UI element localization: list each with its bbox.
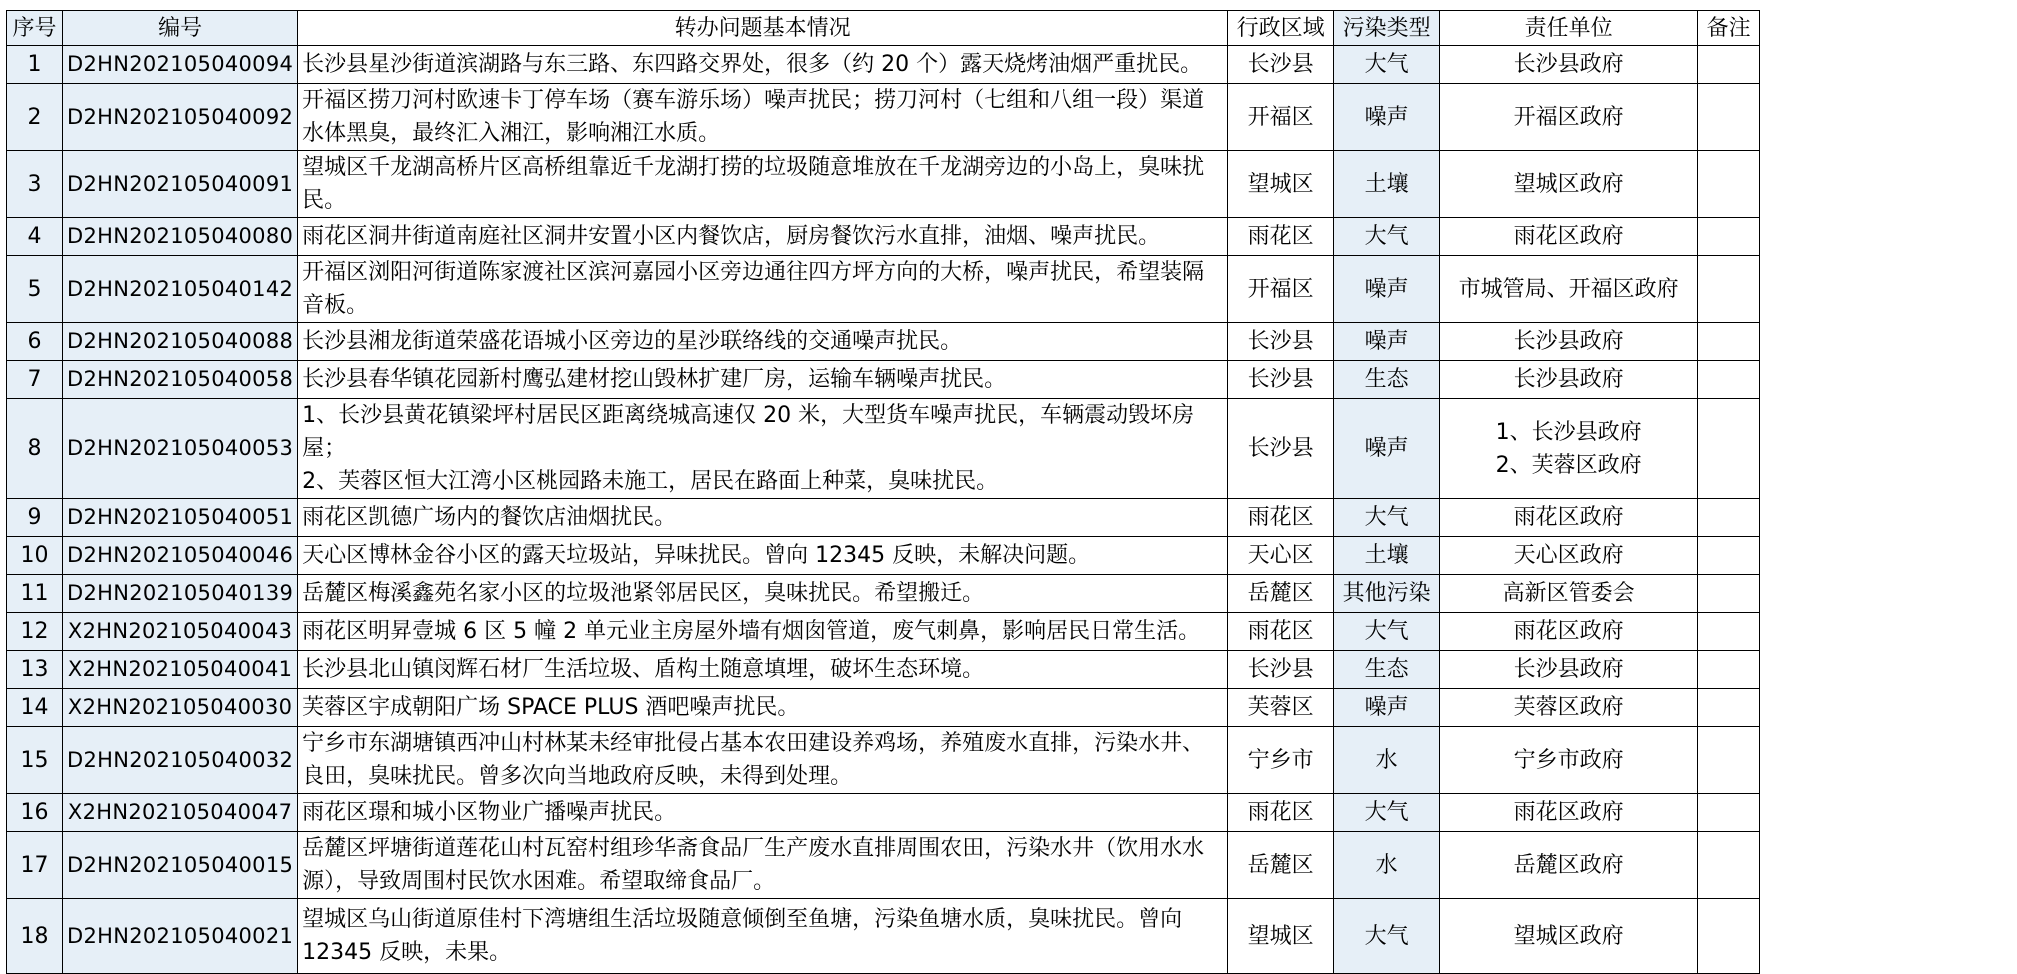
area-cell[interactable]: 雨花区	[1228, 218, 1334, 256]
seq-cell[interactable]: 9	[7, 499, 63, 537]
seq-cell[interactable]: 11	[7, 575, 63, 613]
note-cell[interactable]	[1698, 727, 1760, 794]
table-row	[7, 218, 1760, 256]
area-cell[interactable]: 长沙县	[1228, 46, 1334, 84]
responsible-unit-cell[interactable]: 雨花区政府	[1440, 218, 1698, 256]
seq-cell[interactable]: 7	[7, 361, 63, 399]
code-cell[interactable]: D2HN202105040139	[63, 575, 298, 613]
header-area[interactable]: 行政区域	[1228, 11, 1334, 46]
table-row	[7, 794, 1760, 832]
description-cell[interactable]: 长沙县星沙街道滨湖路与东三路、东四路交界处，很多（约 20 个）露天烧烤油烟严重扰民。	[298, 46, 1228, 84]
seq-cell[interactable]: 12	[7, 613, 63, 651]
description-cell[interactable]: 岳麓区坪塘街道莲花山村瓦窑村组珍华斋食品厂生产废水直排周围农田，污染水井（饮用水水源），导致周围村民饮水困难。希望取缔食品厂。	[298, 832, 1228, 899]
seq-cell[interactable]: 1	[7, 46, 63, 84]
pollution-type-cell[interactable]: 大气	[1334, 899, 1440, 974]
code-cell[interactable]: D2HN202105040032	[63, 727, 298, 794]
responsible-unit-cell[interactable]: 芙蓉区政府	[1440, 689, 1698, 727]
area-cell[interactable]: 岳麓区	[1228, 832, 1334, 899]
description-cell[interactable]: 望城区千龙湖高桥片区高桥组靠近千龙湖打捞的垃圾随意堆放在千龙湖旁边的小岛上，臭味扰民。	[298, 151, 1228, 218]
description-cell[interactable]: 宁乡市东湖塘镇西冲山村林某未经审批侵占基本农田建设养鸡场，养殖废水直排，污染水井、良田，臭味扰民。曾多次向当地政府反映，未得到处理。	[298, 727, 1228, 794]
table-row	[7, 151, 1760, 218]
pollution-type-cell[interactable]: 噪声	[1334, 84, 1440, 151]
code-cell[interactable]: D2HN202105040092	[63, 84, 298, 151]
seq-cell[interactable]: 16	[7, 794, 63, 832]
seq-cell[interactable]: 10	[7, 537, 63, 575]
area-cell[interactable]: 雨花区	[1228, 499, 1334, 537]
area-cell[interactable]: 长沙县	[1228, 399, 1334, 499]
code-cell[interactable]: X2HN202105040041	[63, 651, 298, 689]
description-cell[interactable]: 长沙县湘龙街道荣盛花语城小区旁边的星沙联络线的交通噪声扰民。	[298, 323, 1228, 361]
description-cell[interactable]: 雨花区璟和城小区物业广播噪声扰民。	[298, 794, 1228, 832]
header-seq[interactable]: 序号	[7, 11, 63, 46]
seq-cell[interactable]: 15	[7, 727, 63, 794]
pollution-type-cell[interactable]: 土壤	[1334, 151, 1440, 218]
table-row	[7, 575, 1760, 613]
description-cell[interactable]: 开福区捞刀河村欧速卡丁停车场（赛车游乐场）噪声扰民；捞刀河村（七组和八组一段）渠道水体黑臭，最终汇入湘江，影响湘江水质。	[298, 84, 1228, 151]
pollution-type-cell[interactable]: 大气	[1334, 613, 1440, 651]
pollution-type-cell[interactable]: 大气	[1334, 218, 1440, 256]
responsible-unit-cell[interactable]: 市城管局、开福区政府	[1440, 256, 1698, 323]
seq-cell[interactable]: 8	[7, 399, 63, 499]
note-cell[interactable]	[1698, 651, 1760, 689]
responsible-unit-cell[interactable]: 雨花区政府	[1440, 613, 1698, 651]
area-cell[interactable]: 宁乡市	[1228, 727, 1334, 794]
area-cell[interactable]: 长沙县	[1228, 323, 1334, 361]
area-cell[interactable]: 长沙县	[1228, 361, 1334, 399]
responsible-unit-cell[interactable]: 天心区政府	[1440, 537, 1698, 575]
seq-cell[interactable]: 13	[7, 651, 63, 689]
issue-table	[6, 10, 1760, 974]
table-row	[7, 651, 1760, 689]
table-row	[7, 361, 1760, 399]
note-cell[interactable]	[1698, 46, 1760, 84]
seq-cell[interactable]: 6	[7, 323, 63, 361]
spreadsheet	[6, 10, 1760, 974]
note-cell[interactable]	[1698, 499, 1760, 537]
table-body	[7, 46, 1760, 974]
pollution-type-cell[interactable]: 噪声	[1334, 256, 1440, 323]
code-cell[interactable]: D2HN202105040046	[63, 537, 298, 575]
area-cell[interactable]: 望城区	[1228, 151, 1334, 218]
table-row	[7, 84, 1760, 151]
table-row	[7, 832, 1760, 899]
responsible-unit-cell[interactable]: 雨花区政府	[1440, 499, 1698, 537]
note-cell[interactable]	[1698, 218, 1760, 256]
code-cell[interactable]: D2HN202105040142	[63, 256, 298, 323]
pollution-type-cell[interactable]: 水	[1334, 832, 1440, 899]
pollution-type-cell[interactable]: 生态	[1334, 651, 1440, 689]
area-cell[interactable]: 开福区	[1228, 256, 1334, 323]
responsible-unit-cell[interactable]: 长沙县政府	[1440, 46, 1698, 84]
responsible-unit-cell[interactable]: 开福区政府	[1440, 84, 1698, 151]
seq-cell[interactable]: 17	[7, 832, 63, 899]
description-cell[interactable]: 长沙县春华镇花园新村鹰弘建材挖山毁林扩建厂房，运输车辆噪声扰民。	[298, 361, 1228, 399]
area-cell[interactable]: 长沙县	[1228, 651, 1334, 689]
description-cell[interactable]: 雨花区明昇壹城 6 区 5 幢 2 单元业主房屋外墙有烟囱管道，废气刺鼻，影响居民日常生活。	[298, 613, 1228, 651]
note-cell[interactable]	[1698, 323, 1760, 361]
table-row	[7, 256, 1760, 323]
table-row	[7, 537, 1760, 575]
note-cell[interactable]	[1698, 832, 1760, 899]
seq-cell[interactable]: 4	[7, 218, 63, 256]
pollution-type-cell[interactable]: 大气	[1334, 46, 1440, 84]
note-cell[interactable]	[1698, 794, 1760, 832]
responsible-unit-cell[interactable]: 雨花区政府	[1440, 794, 1698, 832]
note-cell[interactable]	[1698, 151, 1760, 218]
header-code[interactable]: 编号	[63, 11, 298, 46]
pollution-type-cell[interactable]: 其他污染	[1334, 575, 1440, 613]
area-cell[interactable]: 开福区	[1228, 84, 1334, 151]
responsible-unit-cell[interactable]: 岳麓区政府	[1440, 832, 1698, 899]
table-row	[7, 499, 1760, 537]
seq-cell[interactable]: 2	[7, 84, 63, 151]
pollution-type-cell[interactable]: 水	[1334, 727, 1440, 794]
code-cell[interactable]: X2HN202105040043	[63, 613, 298, 651]
area-cell[interactable]: 天心区	[1228, 537, 1334, 575]
code-cell[interactable]: D2HN202105040088	[63, 323, 298, 361]
seq-cell[interactable]: 3	[7, 151, 63, 218]
note-cell[interactable]	[1698, 256, 1760, 323]
pollution-type-cell[interactable]: 噪声	[1334, 399, 1440, 499]
seq-cell[interactable]: 14	[7, 689, 63, 727]
responsible-unit-cell[interactable]: 望城区政府	[1440, 151, 1698, 218]
code-cell[interactable]: D2HN202105040058	[63, 361, 298, 399]
description-cell[interactable]: 芙蓉区宇成朝阳广场 SPACE PLUS 酒吧噪声扰民。	[298, 689, 1228, 727]
responsible-unit-cell[interactable]: 高新区管委会	[1440, 575, 1698, 613]
code-cell[interactable]: X2HN202105040030	[63, 689, 298, 727]
header-pollution-type[interactable]: 污染类型	[1334, 11, 1440, 46]
description-cell[interactable]: 开福区浏阳河街道陈家渡社区滨河嘉园小区旁边通往四方坪方向的大桥，噪声扰民，希望装隔音板。	[298, 256, 1228, 323]
description-cell[interactable]: 1、长沙县黄花镇梁坪村居民区距离绕城高速仅 20 米，大型货车噪声扰民，车辆震动毁坏房屋； 2、芙蓉区恒大江湾小区桃园路未施工，居民在路面上种菜，臭味扰民。	[298, 399, 1228, 499]
area-cell[interactable]: 岳麓区	[1228, 575, 1334, 613]
table-row	[7, 399, 1760, 499]
responsible-unit-cell[interactable]: 长沙县政府	[1440, 361, 1698, 399]
pollution-type-cell[interactable]: 生态	[1334, 361, 1440, 399]
note-cell[interactable]	[1698, 575, 1760, 613]
code-cell[interactable]: D2HN202105040021	[63, 899, 298, 974]
responsible-unit-cell[interactable]: 长沙县政府	[1440, 323, 1698, 361]
table-row	[7, 689, 1760, 727]
table-row	[7, 899, 1760, 974]
area-cell[interactable]: 芙蓉区	[1228, 689, 1334, 727]
description-cell[interactable]: 岳麓区梅溪鑫苑名家小区的垃圾池紧邻居民区，臭味扰民。希望搬迁。	[298, 575, 1228, 613]
pollution-type-cell[interactable]: 噪声	[1334, 323, 1440, 361]
pollution-type-cell[interactable]: 大气	[1334, 794, 1440, 832]
header-note[interactable]: 备注	[1698, 11, 1760, 46]
table-row	[7, 323, 1760, 361]
code-cell[interactable]: D2HN202105040051	[63, 499, 298, 537]
code-cell[interactable]: D2HN202105040080	[63, 218, 298, 256]
header-unit[interactable]: 责任单位	[1440, 11, 1698, 46]
responsible-unit-cell[interactable]: 长沙县政府	[1440, 651, 1698, 689]
responsible-unit-cell[interactable]: 宁乡市政府	[1440, 727, 1698, 794]
note-cell[interactable]	[1698, 537, 1760, 575]
responsible-unit-cell[interactable]: 望城区政府	[1440, 899, 1698, 974]
note-cell[interactable]	[1698, 399, 1760, 499]
description-cell[interactable]: 天心区博林金谷小区的露天垃圾站，异味扰民。曾向 12345 反映，未解决问题。	[298, 537, 1228, 575]
code-cell[interactable]: D2HN202105040094	[63, 46, 298, 84]
code-cell[interactable]: X2HN202105040047	[63, 794, 298, 832]
note-cell[interactable]	[1698, 84, 1760, 151]
area-cell[interactable]: 望城区	[1228, 899, 1334, 974]
pollution-type-cell[interactable]: 噪声	[1334, 689, 1440, 727]
code-cell[interactable]: D2HN202105040053	[63, 399, 298, 499]
note-cell[interactable]	[1698, 613, 1760, 651]
area-cell[interactable]: 雨花区	[1228, 613, 1334, 651]
description-cell[interactable]: 雨花区凯德广场内的餐饮店油烟扰民。	[298, 499, 1228, 537]
seq-cell[interactable]: 18	[7, 899, 63, 974]
pollution-type-cell[interactable]: 大气	[1334, 499, 1440, 537]
pollution-type-cell[interactable]: 土壤	[1334, 537, 1440, 575]
note-cell[interactable]	[1698, 899, 1760, 974]
note-cell[interactable]	[1698, 361, 1760, 399]
description-cell[interactable]: 雨花区洞井街道南庭社区洞井安置小区内餐饮店，厨房餐饮污水直排，油烟、噪声扰民。	[298, 218, 1228, 256]
note-cell[interactable]	[1698, 689, 1760, 727]
responsible-unit-cell[interactable]: 1、长沙县政府 2、芙蓉区政府	[1440, 399, 1698, 499]
area-cell[interactable]: 雨花区	[1228, 794, 1334, 832]
code-cell[interactable]: D2HN202105040015	[63, 832, 298, 899]
table-row	[7, 727, 1760, 794]
description-cell[interactable]: 望城区乌山街道原佳村下湾塘组生活垃圾随意倾倒至鱼塘，污染鱼塘水质，臭味扰民。曾向 12345 反映，未果。	[298, 899, 1228, 974]
code-cell[interactable]: D2HN202105040091	[63, 151, 298, 218]
description-cell[interactable]: 长沙县北山镇闵辉石材厂生活垃圾、盾构土随意填埋，破坏生态环境。	[298, 651, 1228, 689]
header-desc[interactable]: 转办问题基本情况	[298, 11, 1228, 46]
table-row	[7, 46, 1760, 84]
table-row	[7, 613, 1760, 651]
header-row	[7, 11, 1760, 46]
seq-cell[interactable]: 5	[7, 256, 63, 323]
